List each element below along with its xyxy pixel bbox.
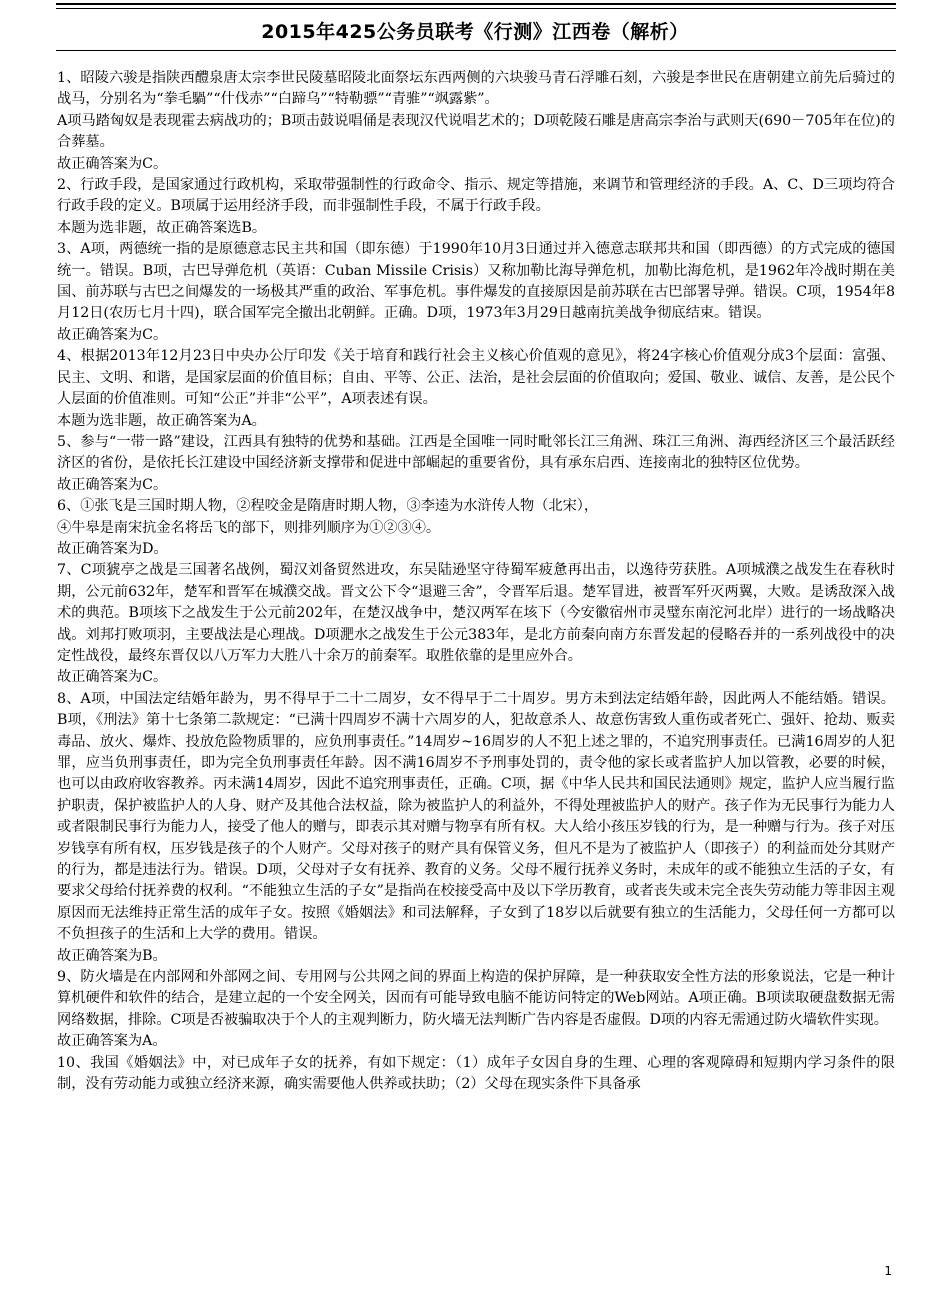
answer-line: 本题为选非题，故正确答案选B。 [57, 219, 267, 236]
answer-line: 故正确答案为A。 [57, 1033, 167, 1050]
header-rule-thick [56, 3, 896, 5]
paragraph: ④牛皋是南宋抗金名将岳飞的部下，则排列顺序为①②③④。 [57, 519, 441, 536]
title-rule [56, 50, 896, 51]
paragraph: 2、行政手段，是国家通过行政机构，采取带强制性的行政命令、指示、规定等措施，来调节和管理经济的手段。A、C、D三项均符合行政手段的定义。B项属于运用经济手段，而非强制性手段，不属于行政手段。 [57, 177, 895, 215]
header-rule-thin [56, 8, 896, 9]
page-number: 1 [884, 1264, 892, 1278]
paragraph: 1、昭陵六骏是指陕西醴泉唐太宗李世民陵墓昭陵北面祭坛东西两侧的六块骏马青石浮雕石刻，六骏是李世民在唐朝建立前先后骑过的战马，分别名为“拳毛騧”“什伐赤”“白蹄乌”“特勒骠”“青骓”“飒露紫”。 [57, 70, 895, 108]
document-title: 2015年425公务员联考《行测》江西卷（解析） [261, 21, 689, 43]
document-body [57, 68, 895, 1096]
answer-line: 故正确答案为C。 [57, 155, 168, 172]
answer-line: 故正确答案为D。 [57, 540, 168, 557]
paragraph: 5、参与“一带一路”建设，江西具有独特的优势和基础。江西是全国唯一同时毗邻长江三角洲、珠江三角洲、海西经济区三个最活跃经济区的省份，是依托长江建设中国经济新支撑带和促进中部崛起的重要省份，具有承东启西、连接南北的独特区位优势。 [57, 433, 895, 472]
paragraph: 9、防火墙是在内部网和外部网之间、专用网与公共网之间的界面上构造的保护屏障，是一种获取安全性方法的形象说法，它是一种计算机硬件和软件的结合，是建立起的一个安全网关，因而有可能导致电脑不能访问特定的Web网站。A项正确。B项读取硬盘数据无需网络数据，排除。C项是否被骗取决于个人的主观判断力，防火墙无法判断广告内容是否虚假。D项的内容无需通过防火墙软件实现。 [57, 969, 895, 1028]
answer-line: 故正确答案为C。 [57, 669, 168, 686]
paragraph: 3、A项，两德统一指的是原德意志民主共和国（即东德）于1990年10月3日通过并入德意志联邦共和国（即西德）的方式完成的德国统一。错误。B项，古巴导弹危机（英语：Cuban Missile Crisis）又称加勒比海导弹危机，加勒比海危机，是1962年冷战时期在美国、前苏联与古巴之间爆发的一场极其严重的政治、军事危机。事件爆发的直接原因是前苏联在古巴部署导弹。错误。C项，1954年8月12日(农历七月十四)，联合国军完全撤出北朝鲜。正确。D项，1973年3月29日越南抗美战争彻底结束。错误。 [57, 241, 895, 322]
answer-line: 故正确答案为C。 [57, 326, 168, 343]
paragraph: 4、根据2013年12月23日中央办公厅印发《关于培育和践行社会主义核心价值观的意见》，将24字核心价值观分成3个层面：富强、民主、文明、和谐，是国家层面的价值目标；自由、平等、公正、法治，是社会层面的价值取向；爱国、敬业、诚信、友善，是公民个人层面的价值准则。可知“公正”并非“公平”，A项表述有误。 [57, 348, 895, 408]
paragraph: 8、A项，中国法定结婚年龄为，男不得早于二十二周岁，女不得早于二十周岁。男方未到法定结婚年龄，因此两人不能结婚。错误。B项，《刑法》第十七条第二款规定：“已满十四周岁不满十六周岁的人，犯故意杀人、故意伤害致人重伤或者死亡、强奸、抢劫、贩卖毒品、放火、爆炸、投放危险物质罪的，应负刑事责任。”14周岁~16周岁的人不犯上述之罪的，不追究刑事责任。已满16周岁的人犯罪，应当负刑事责任，即为完全负刑事责任年龄。因不满16周岁不予刑事处罚的，责令他的家长或者监护人加以管教，必要的时候，也可以由政府收容教养。丙未满14周岁，因此不追究刑事责任，正确。C项，据《中华人民共和国民法通则》规定，监护人应当履行监护职责，保护被监护人的人身、财产及其他合法权益，除为被监护人的利益外，不得处理被监护人的财产。孩子作为无民事行为能力人或者限制民事行为能力人，接受了他人的赠与，即表示其对赠与物享有所有权。大人给小孩压岁钱的行为，是一种赠与行为。孩子对压岁钱享有所有权，压岁钱是孩子的个人财产。父母对孩子的财产具有保管义务，但凡不是为了被监护人（即孩子）的利益而处分其财产的行为，都是违法行为。错误。D项，父母对子女有抚养、教育的义务。父母不履行抚养义务时，未成年的或不能独立生活的子女，有要求父母给付抚养费的权利。“不能独立生活的子女”是指尚在校接受高中及以下学历教育，或者丧失或未完全丧失劳动能力等非因主观原因而无法维持正常生活的成年子女。按照《婚姻法》和司法解释，子女到了18岁以后就要有独立的生活能力，父母任何一方都可以不负担孩子的生活和上大学的费用。错误。 [57, 690, 895, 943]
paragraph: 10、我国《婚姻法》中，对已成年子女的抚养，有如下规定：（1）成年子女因自身的生理、心理的客观障碍和短期内学习条件的限制，没有劳动能力或独立经济来源，确实需要他人供养或扶助；（2）父母在现实条件下具备承 [57, 1054, 895, 1093]
paragraph: 7、C项猇亭之战是三国著名战例，蜀汉刘备贸然进攻，东吴陆逊坚守待蜀军疲惫再出击，以逸待劳获胜。A项城濮之战发生在春秋时期，公元前632年，楚军和晋军在城濮交战。晋文公下令“退避三舍”，令晋军后退。楚军冒进，被晋军歼灭两翼，大败。是诱敌深入战术的典范。B项垓下之战发生于公元前202年，在楚汉战争中，楚汉两军在垓下（今安徽宿州市灵璧东南沱河北岸）进行的一场战略决战。刘邦打败项羽，主要战法是心理战。D项淝水之战发生于公元383年，是北方前秦向南方东晋发起的侵略吞并的一系列战役中的决定性战役，最终东晋仅以八万军力大胜八十余万的前秦军。取胜依靠的是里应外合。 [57, 562, 895, 664]
answer-line: 故正确答案为B。 [57, 947, 167, 964]
answer-line: 本题为选非题，故正确答案为A。 [57, 412, 266, 429]
paragraph: 6、①张飞是三国时期人物，②程咬金是隋唐时期人物，③李逵为水浒传人物（北宋）， [57, 498, 599, 515]
paragraph: A项马踏匈奴是表现霍去病战功的；B项击鼓说唱俑是表现汉代说唱艺术的；D项乾陵石雕是唐高宗李治与武则天(690－705年在位)的合葬墓。 [57, 112, 895, 151]
answer-line: 故正确答案为C。 [57, 476, 168, 493]
